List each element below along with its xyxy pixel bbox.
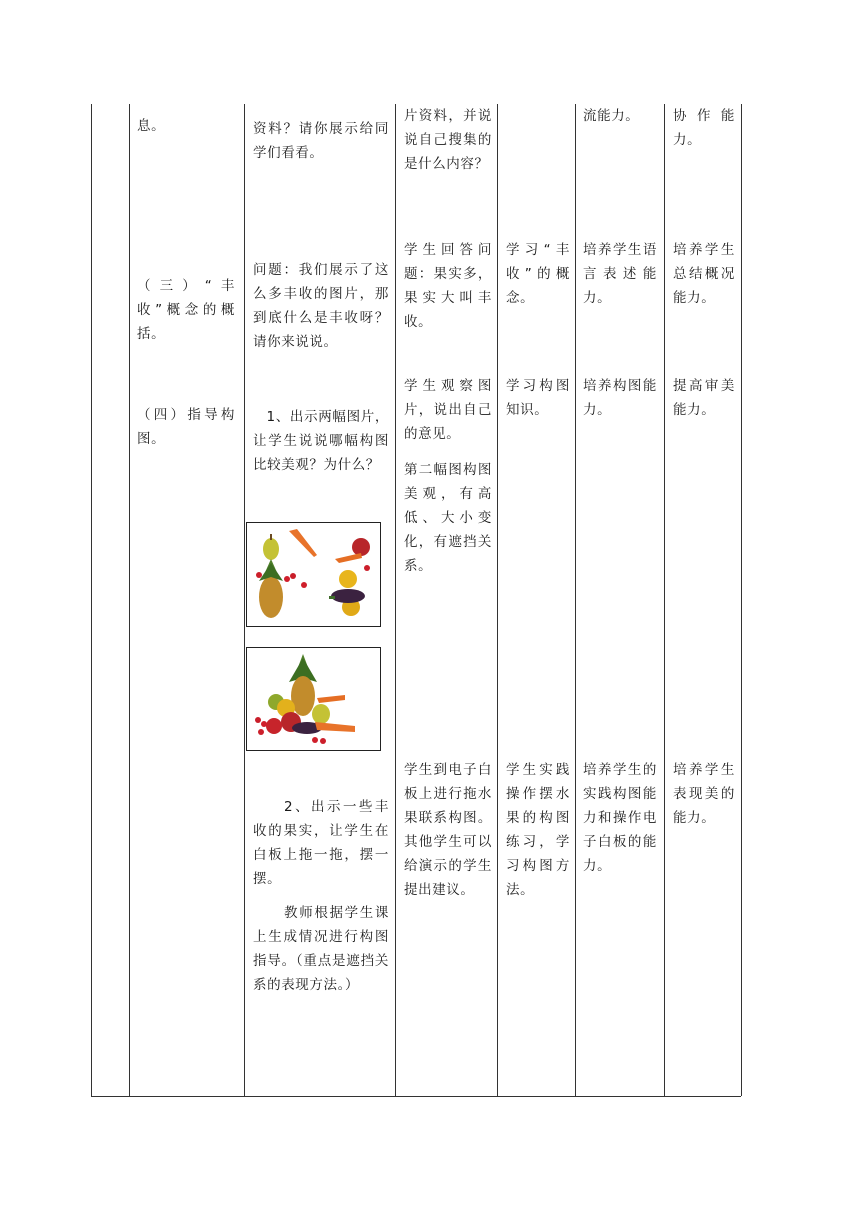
table-column-divider <box>575 104 576 1096</box>
stage-section-4: （四）指导构图。 <box>137 407 235 447</box>
grouped-fruit-image <box>246 647 381 751</box>
scattered-fruit-image <box>246 522 381 627</box>
ability-row4: 培养学生的实践构图能力和操作电子白板的能力。 <box>583 762 657 874</box>
student-activity-row2: 学生回答问题：果实多，果实大叫丰收。 <box>404 242 492 330</box>
table-column-divider <box>244 104 245 1096</box>
stage-info-tail: 息。 <box>137 118 166 134</box>
table-column-divider <box>497 104 498 1096</box>
teacher-activity-row3: 1、出示两幅图片，让学生说说哪幅构图比较美观？为什么？ <box>253 409 389 473</box>
table-border-right <box>741 104 742 1096</box>
student-activity-row3-para1: 学生观察图片，说出自己的意见。 <box>404 378 492 442</box>
design-intent-row2: 学习“丰收”的概念。 <box>506 242 570 306</box>
teacher-activity-row2: 问题：我们展示了这么多丰收的图片，那到底什么是丰收呀？请你来说说。 <box>253 262 389 350</box>
ability-row2: 培养学生语言表述能力。 <box>583 242 657 306</box>
student-activity-row3 <box>404 374 492 578</box>
student-activity-row1: 片资料，并说说自己搜集的是什么内容？ <box>404 108 492 172</box>
goal-row2: 培养学生总结概况能力。 <box>673 242 735 306</box>
design-intent-row3: 学习构图知识。 <box>506 378 570 418</box>
table-column-divider <box>395 104 396 1096</box>
table-column-divider <box>129 104 130 1096</box>
ability-row1: 流能力。 <box>583 108 640 124</box>
design-intent-row4: 学生实践操作摆水果的构图练习，学习构图方法。 <box>506 762 570 898</box>
ability-row3: 培养构图能力。 <box>583 378 657 418</box>
table-column-divider <box>664 104 665 1096</box>
table-border-bottom <box>91 1096 741 1097</box>
goal-row3: 提高审美能力。 <box>673 378 735 418</box>
student-activity-row3-para2: 第二幅图构图美观，有高低、大小变化，有遮挡关系。 <box>404 462 492 574</box>
goal-row4: 培养学生表现美的能力。 <box>673 762 735 826</box>
teacher-activity-row4-para2: 教师根据学生课上生成情况进行构图指导。（重点是遮挡关系的表现方法。） <box>253 905 389 993</box>
teacher-activity-row1: 资料？请你展示给同学们看看。 <box>253 121 389 161</box>
teacher-activity-row4-para1: 2、出示一些丰收的果实，让学生在白板上拖一拖，摆一摆。 <box>253 799 389 887</box>
teacher-activity-row4 <box>253 795 389 997</box>
table-border-left <box>91 104 92 1096</box>
stage-section-3: （三）“丰收”概念的概括。 <box>137 278 235 342</box>
student-activity-row4: 学生到电子白板上进行拖水果联系构图。其他学生可以给演示的学生提出建议。 <box>404 762 492 898</box>
goal-row1: 协作能力。 <box>673 108 735 148</box>
